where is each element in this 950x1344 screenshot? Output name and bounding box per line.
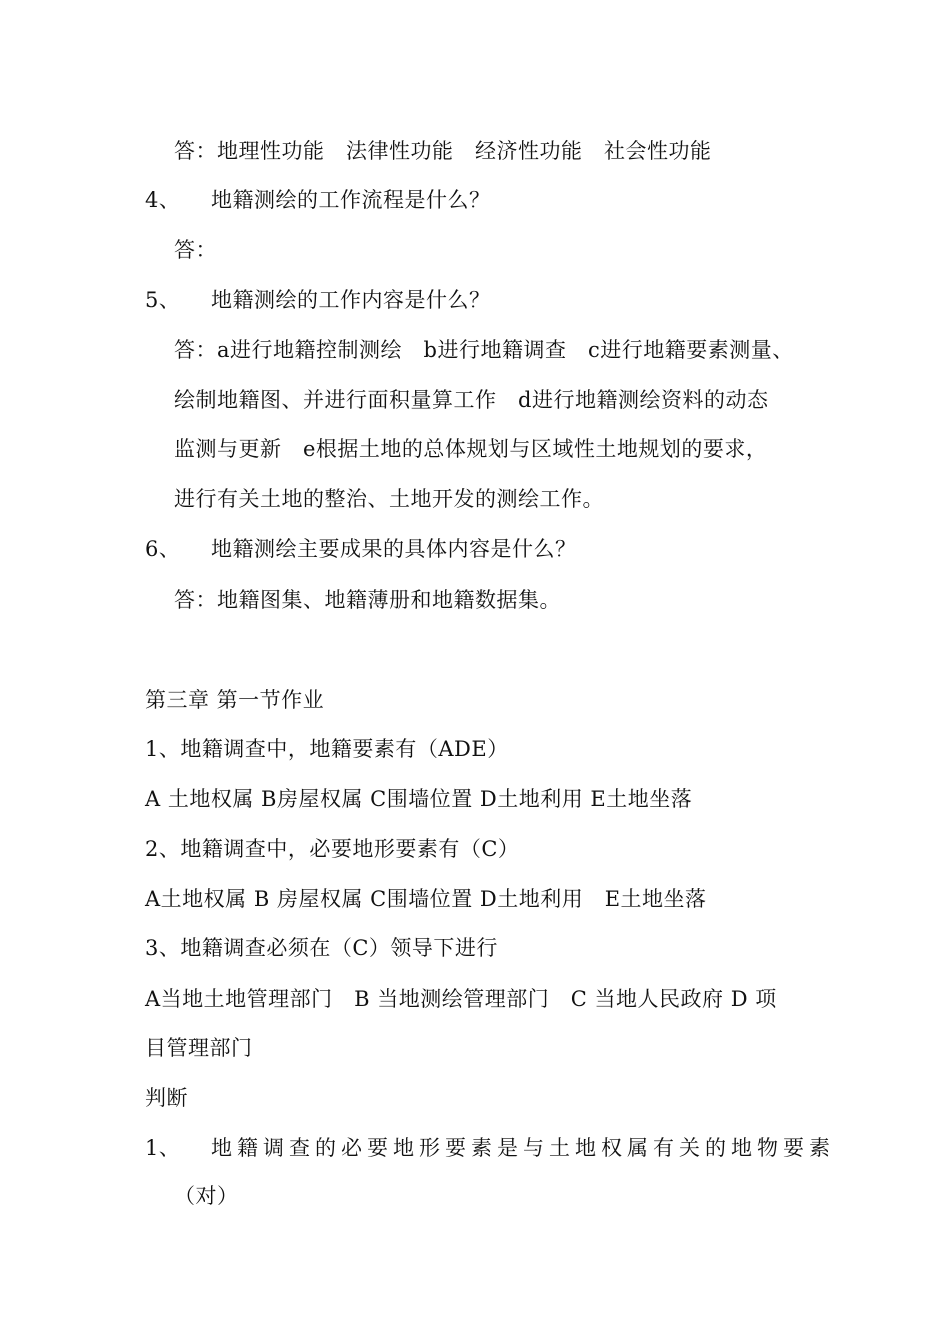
question-2: 2、地籍调查中，必要地形要素有（C） <box>145 837 520 861</box>
question-text: 地籍测绘的工作内容是什么？ <box>211 288 491 312</box>
question-text: 地籍调查的必要地形要素是与土地权属有关的地物要素 <box>211 1136 835 1160</box>
judge-answer-1: （对） <box>174 1184 239 1208</box>
question-text: 地籍测绘主要成果的具体内容是什么？ <box>211 537 577 561</box>
answer-5-line: 监测与更新 e根据土地的总体规划与区域性土地规划的要求， <box>174 437 768 461</box>
question-text: 地籍测绘的工作流程是什么？ <box>211 188 491 212</box>
question-6 <box>145 534 577 564</box>
question-number: 6、 <box>145 537 181 561</box>
question-1-options: A 土地权属 B房屋权属 C围墙位置 D土地利用 E土地坐落 <box>145 787 693 811</box>
question-1: 1、地籍调查中，地籍要素有（ADE） <box>145 737 509 761</box>
question-2-options: A土地权属 B 房屋权属 C围墙位置 D土地利用 E土地坐落 <box>145 887 707 911</box>
question-3-options-line: 目管理部门 <box>145 1036 253 1060</box>
answer-5-line: 进行有关土地的整治、土地开发的测绘工作。 <box>174 487 604 511</box>
judge-question-1 <box>145 1133 835 1163</box>
answer-6: 答：地籍图集、地籍薄册和地籍数据集。 <box>174 588 561 612</box>
answer-5-line: 答：a进行地籍控制测绘 b进行地籍调查 c进行地籍要素测量、 <box>174 338 794 362</box>
question-number: 4、 <box>145 188 181 212</box>
judge-heading: 判断 <box>145 1086 188 1110</box>
chapter-heading: 第三章 第一节作业 <box>145 688 325 712</box>
question-5 <box>145 285 491 315</box>
answer-3: 答：地理性功能 法律性功能 经济性功能 社会性功能 <box>174 139 712 163</box>
answer-5-line: 绘制地籍图、并进行面积量算工作 d进行地籍测绘资料的动态 <box>174 388 769 412</box>
question-4 <box>145 185 491 215</box>
question-3: 3、地籍调查必须在（C）领导下进行 <box>145 936 498 960</box>
question-3-options-line: A当地土地管理部门 B 当地测绘管理部门 C 当地人民政府 D 项 <box>145 987 777 1011</box>
question-number: 1、 <box>145 1136 181 1160</box>
question-number: 5、 <box>145 288 181 312</box>
answer-4: 答： <box>174 238 217 262</box>
